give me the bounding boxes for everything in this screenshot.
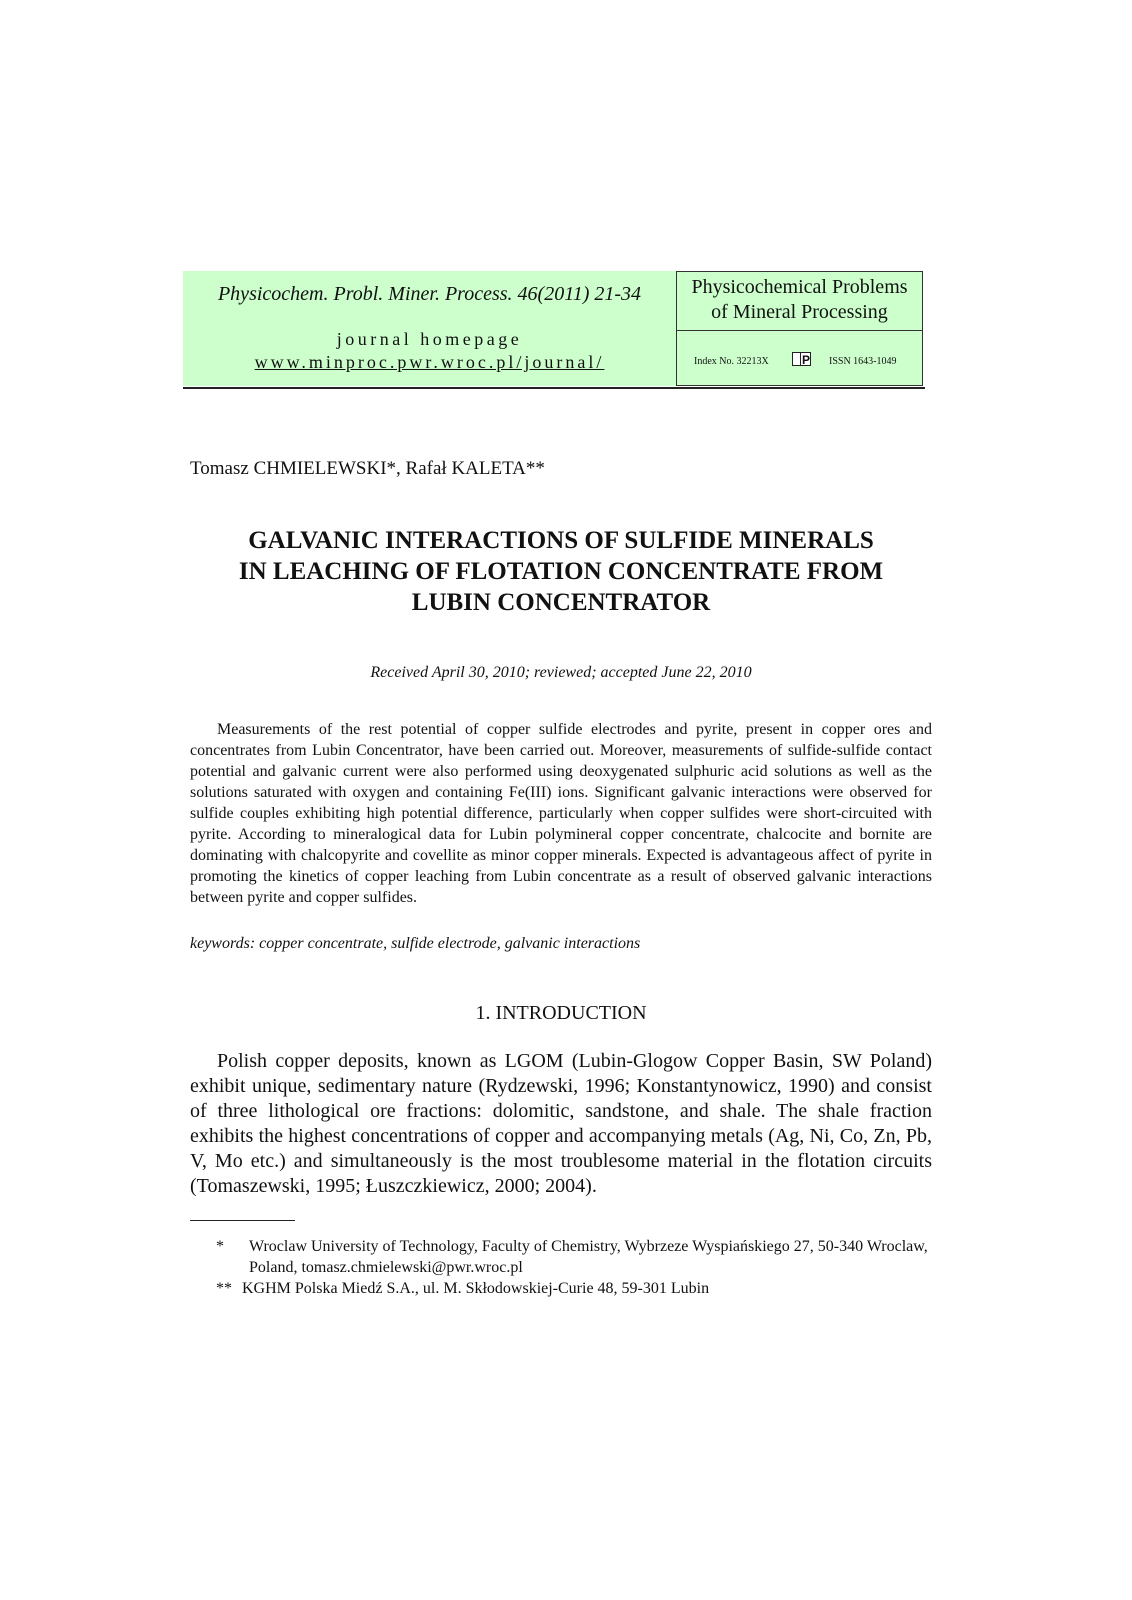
footnote-divider — [190, 1220, 295, 1221]
intro-paragraph: Polish copper deposits, known as LGOM (Lubin-Glogow Copper Basin, SW Poland) exhibit unique, sedimentary nature (Rydzewski, 1996; Konstantynowicz, 1990) and consist of three lithological ore fractions: dolomitic, sandstone, and shale. The shale fraction exhibits the highest concentrations of copper and accompanying metals (Ag, Ni, Co, Zn, Pb, V, Mo etc.) and simultaneously is the most troublesome material in the flotation circuits (Tomaszewski, 1995; Łuszczkiewicz, 2000; 2004). — [190, 1050, 932, 1197]
paper-title — [190, 525, 932, 618]
journal-title — [677, 275, 922, 325]
journal-title-line1: Physicochemical Problems — [691, 276, 908, 298]
homepage-label: journal homepage — [336, 329, 523, 349]
issn-number: ISSN 1643-1049 — [829, 356, 897, 367]
publisher-p-icon — [792, 352, 812, 367]
journal-citation: Physicochem. Probl. Miner. Process. 46(2011) 21-34 — [217, 283, 642, 305]
footnote-2-mark: ** — [216, 1280, 232, 1297]
homepage-link[interactable]: www.minproc.pwr.wroc.pl/journal/ — [254, 352, 605, 372]
author-list: Tomasz CHMIELEWSKI*, Rafał KALETA** — [190, 458, 545, 479]
section-heading: 1. INTRODUCTION — [475, 1002, 647, 1024]
footnote-2-text: KGHM Polska Miedź S.A., ul. M. Skłodowskiej-Curie 48, 59-301 Lubin — [242, 1280, 710, 1297]
received-dates: Received April 30, 2010; reviewed; accepted June 22, 2010 — [370, 664, 752, 681]
index-number: Index No. 32213X — [694, 356, 769, 367]
footnote-2 — [216, 1278, 932, 1299]
footnote-1-text: Wroclaw University of Technology, Faculty of Chemistry, Wybrzeze Wyspiańskiego 27, 50-340 Wroclaw, Poland, tomasz.chmielewski@pwr.wroc.pl — [249, 1238, 928, 1276]
footnote-1 — [216, 1236, 932, 1278]
journal-title-line2: of Mineral Processing — [711, 301, 888, 323]
journal-header — [183, 271, 925, 389]
title-line-2: IN LEACHING OF FLOTATION CONCENTRATE FROM — [238, 558, 884, 585]
abstract: Measurements of the rest potential of copper sulfide electrodes and pyrite, present in copper ores and concentrates from Lubin Concentrator, have been carried out. Moreover, measurements of sulfide-sulfide contact potential and galvanic current were also performed using deoxygenated sulphuric acid solutions as well as the solutions saturated with oxygen and containing Fe(III) ions. Significant galvanic interactions were observed for sulfide couples exhibiting high potential difference, particularly when copper sulfides were short-circuited with pyrite. According to mineralogical data for Lubin polymineral copper concentrate, chalcocite and bornite are dominating with chalcopyrite and covellite as minor copper minerals. Expected is advantageous affect of pyrite in promoting the kinetics of copper leaching from Lubin concentrate as a result of observed galvanic interactions between pyrite and copper sulfides. — [190, 721, 932, 906]
keywords: keywords: copper concentrate, sulfide electrode, galvanic interactions — [190, 935, 641, 952]
svg-text:P: P — [802, 353, 811, 367]
footnote-1-mark: * — [216, 1238, 224, 1255]
journal-logo-box — [676, 271, 923, 386]
title-line-3: LUBIN CONCENTRATOR — [411, 589, 711, 616]
title-line-1: GALVANIC INTERACTIONS OF SULFIDE MINERALS — [248, 527, 874, 554]
citation-box — [183, 271, 676, 386]
journal-box-divider — [677, 330, 922, 331]
